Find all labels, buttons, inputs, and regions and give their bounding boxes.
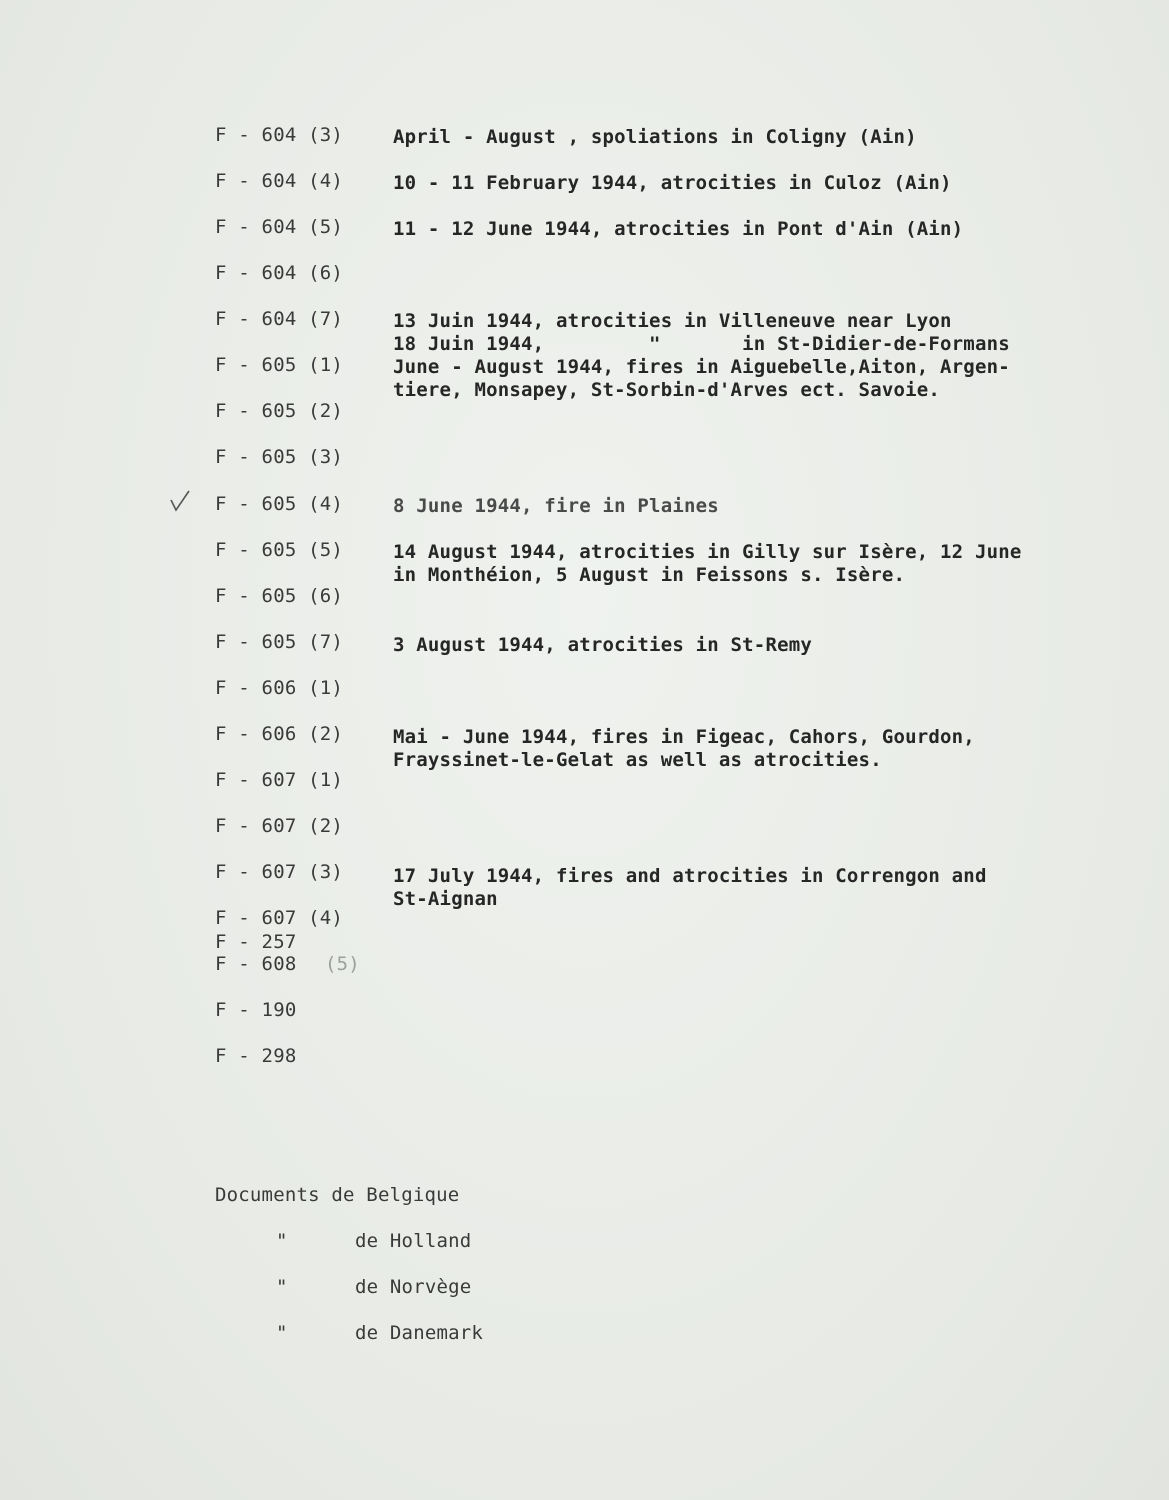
code-f605-3: F - 605 (3) bbox=[215, 446, 344, 468]
desc-st-didier: 18 Juin 1944, " in St-Didier-de-Formans bbox=[393, 333, 1010, 355]
code-f607-1: F - 607 (1) bbox=[215, 769, 344, 791]
documents-heading: Documents de Belgique bbox=[215, 1184, 460, 1206]
code-f608: F - 608 bbox=[215, 953, 297, 975]
desc-culoz: 10 - 11 February 1944, atrocities in Culoz (Ain) bbox=[393, 172, 952, 194]
desc-pont-dain: 11 - 12 June 1944, atrocities in Pont d'Ain (Ain) bbox=[393, 218, 964, 240]
documents-danemark: de Danemark bbox=[355, 1322, 484, 1344]
code-f605-7: F - 605 (7) bbox=[215, 631, 344, 653]
desc-coligny: April - August , spoliations in Coligny (Ain) bbox=[393, 126, 917, 148]
code-f607-3: F - 607 (3) bbox=[215, 861, 344, 883]
ditto-mark-1: " bbox=[276, 1230, 288, 1252]
code-f605-5: F - 605 (5) bbox=[215, 539, 344, 561]
desc-aiguebelle-2: tiere, Monsapey, St-Sorbin-d'Arves ect. Savoie. bbox=[393, 379, 941, 401]
ditto-mark-3: " bbox=[276, 1322, 288, 1344]
code-f606-2: F - 606 (2) bbox=[215, 723, 344, 745]
code-f298: F - 298 bbox=[215, 1045, 297, 1067]
code-f604-7: F - 604 (7) bbox=[215, 308, 344, 330]
code-f604-5: F - 604 (5) bbox=[215, 216, 344, 238]
code-f604-3: F - 604 (3) bbox=[215, 124, 344, 146]
check-mark-icon bbox=[168, 488, 192, 514]
desc-figeac-1: Mai - June 1944, fires in Figeac, Cahors, Gourdon, bbox=[393, 726, 975, 748]
desc-st-remy: 3 August 1944, atrocities in St-Remy bbox=[393, 634, 813, 656]
code-f605-2: F - 605 (2) bbox=[215, 400, 344, 422]
desc-villeneuve: 13 Juin 1944, atrocities in Villeneuve near Lyon bbox=[393, 310, 952, 332]
desc-aiguebelle-1: June - August 1944, fires in Aiguebelle,Aiton, Argen- bbox=[393, 356, 1010, 378]
desc-figeac-2: Frayssinet-le-Gelat as well as atrocities. bbox=[393, 749, 882, 771]
code-f607-2: F - 607 (2) bbox=[215, 815, 344, 837]
code-f257: F - 257 bbox=[215, 931, 297, 953]
code-f605-4: F - 605 (4) bbox=[215, 493, 344, 515]
documents-norvege: de Norvège bbox=[355, 1276, 472, 1298]
code-f608-struck-suffix: (5) bbox=[325, 953, 360, 975]
desc-gilly-1: 14 August 1944, atrocities in Gilly sur Isère, 12 June bbox=[393, 541, 1022, 563]
desc-gilly-2: in Monthéion, 5 August in Feissons s. Isère. bbox=[393, 564, 906, 586]
desc-correngon-1: 17 July 1944, fires and atrocities in Correngon and bbox=[393, 865, 987, 887]
documents-holland: de Holland bbox=[355, 1230, 472, 1252]
desc-correngon-2: St-Aignan bbox=[393, 888, 498, 910]
code-f190: F - 190 bbox=[215, 999, 297, 1021]
code-f604-4: F - 604 (4) bbox=[215, 170, 344, 192]
ditto-mark-2: " bbox=[276, 1276, 288, 1298]
code-f607-4: F - 607 (4) bbox=[215, 907, 344, 929]
code-f605-6: F - 605 (6) bbox=[215, 585, 344, 607]
desc-plaines: 8 June 1944, fire in Plaines bbox=[393, 495, 719, 517]
code-f606-1: F - 606 (1) bbox=[215, 677, 344, 699]
code-f605-1: F - 605 (1) bbox=[215, 354, 344, 376]
code-f604-6: F - 604 (6) bbox=[215, 262, 344, 284]
